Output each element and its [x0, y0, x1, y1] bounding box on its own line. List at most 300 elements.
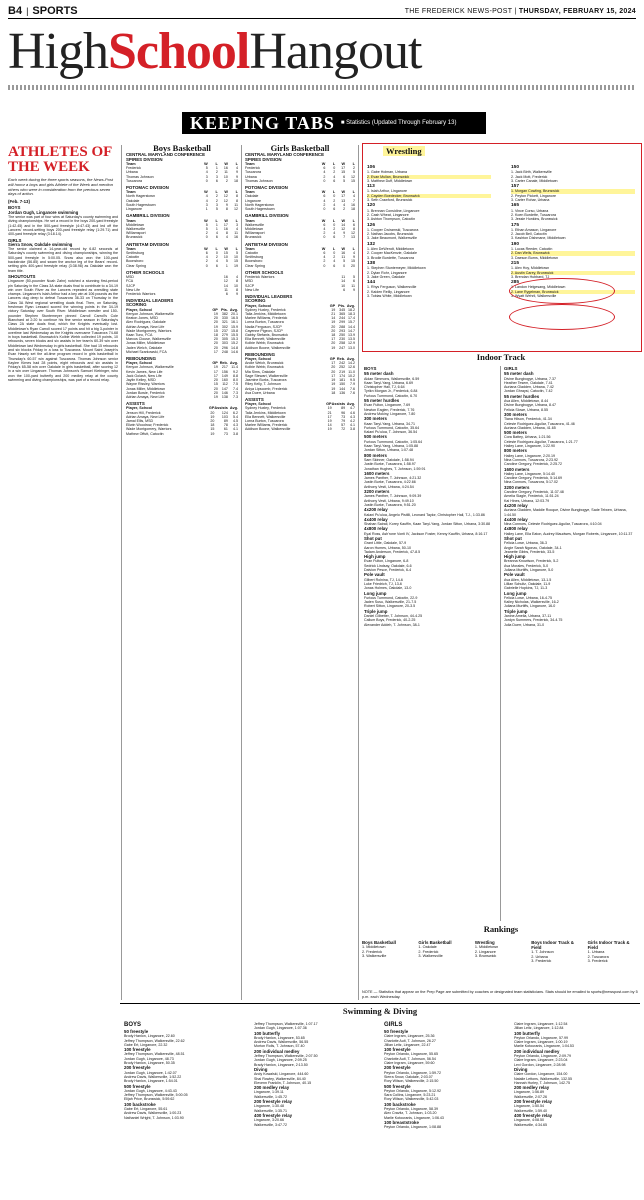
- result-entry: Sara Collins, Linganore, 5:23.21: [384, 1093, 436, 1098]
- record-value: 15: [234, 259, 238, 264]
- wrestler-entry: 1. Stephen Stuntemeyer, Middletown: [367, 266, 426, 271]
- wrestler-entry: 1. Isiah Arthur, Linganore: [367, 189, 407, 194]
- weight-class: 120: [367, 203, 376, 209]
- team-name: Tuscarora: [245, 170, 262, 175]
- result-entry: Peyton Orlando, Linganore, 57.99: [514, 1035, 568, 1040]
- wrestler-entry: 2. Koen Burdette, Tuscarora: [511, 212, 556, 217]
- result-entry: Jordan Ghraysi, Catoctin, 7.42: [504, 389, 553, 394]
- girls-label: GIRLS: [8, 237, 22, 243]
- result-entry: Jordan Sitton, Urbana, 1:07.48: [364, 448, 413, 453]
- team-name: Thomas Johnson: [126, 174, 154, 179]
- wl-header: L: [215, 190, 218, 195]
- wl-header: W: [204, 190, 208, 195]
- team-name: Middletown: [126, 222, 145, 227]
- team-name: Thomas Johnson: [245, 178, 273, 183]
- player-name: Mathew Offutt, Catoctin: [126, 431, 164, 436]
- shoutouts-label: SHOUTOUTS: [8, 273, 36, 279]
- event-title: 4x200 relay: [364, 507, 388, 513]
- record-value: 1: [205, 207, 208, 212]
- record-value: 2: [343, 207, 346, 212]
- record-value: 14: [341, 279, 346, 284]
- result-entry: Celeste Rodriguez-Aguilar, Tuscarora, 1:21.77: [504, 439, 578, 444]
- wl-header: L: [235, 246, 238, 251]
- record-value: 6: [333, 178, 336, 183]
- weight-class: 106: [367, 165, 376, 170]
- record-value: 11: [224, 170, 228, 175]
- column-rule: [241, 145, 242, 1000]
- stat-value: 19: [331, 345, 336, 350]
- result-entry: Juliana Murtiffs, Linganore, 16-0: [504, 604, 556, 609]
- result-entry: Andrew Mokiny, Linganore, 7.80: [364, 411, 416, 416]
- team-name: Middletown: [245, 226, 264, 231]
- standings-table: [126, 190, 238, 211]
- wl-header: L: [352, 161, 355, 166]
- result-entry: Gabe Ert, Linganore, 22.32: [124, 1042, 168, 1047]
- boys-scoring-table: [126, 308, 238, 354]
- record-value: 12: [351, 174, 355, 179]
- record-value: 4: [333, 174, 336, 179]
- record-value: 5: [205, 222, 208, 227]
- stat-value: 174: [339, 373, 346, 378]
- record-value: 8: [236, 194, 238, 199]
- wrestler-entry: 2. Peyton Pickett, Linganore: [511, 193, 556, 198]
- record-value: 2: [333, 226, 336, 231]
- stat-value: 18: [210, 423, 215, 428]
- record-value: 4: [323, 226, 326, 231]
- result-entry: Newton Eaglen, Frederick, 7.76: [364, 407, 415, 412]
- event-title: Pole vault: [364, 572, 385, 578]
- scoring-title: SCORING: [126, 302, 147, 308]
- record-value: 6: [215, 263, 218, 268]
- record-value: 4: [236, 275, 238, 280]
- wl-header: W: [224, 246, 228, 251]
- rankings-column: [475, 940, 527, 964]
- record-value: 9: [236, 291, 238, 296]
- team-name: Brunswick: [245, 235, 262, 240]
- result-entry: Rory Wilson, Walkersville, 5:42.03: [384, 1097, 439, 1102]
- ranking-entry: 2. Frederick: [418, 949, 439, 954]
- record-value: 11: [351, 283, 355, 288]
- wrestler-entry: 2. Kaiden Reilly, Linganore: [367, 289, 410, 294]
- record-value: 0: [205, 178, 208, 183]
- stat-value: 247: [339, 345, 346, 350]
- table-row: [245, 207, 355, 211]
- team-header: Team: [245, 161, 255, 166]
- result-entry: Gabrielle Hopkins, TJ, 11-3: [504, 586, 548, 591]
- stat-value: 293: [339, 328, 346, 333]
- wrestler-entry: 2. Cash Wheat, Linganore: [367, 212, 409, 217]
- wrestler-entry: 1. Vince Corso, Urbana: [511, 208, 549, 213]
- result-entry: Rory Wilson, Walkersville, 2:15.50: [384, 1079, 439, 1084]
- result-entry: Elijah Price, Brunswick, 5:59.62: [124, 1097, 175, 1102]
- team-header: Team: [245, 218, 255, 223]
- team-header: Team: [126, 246, 136, 251]
- stat-value: 382: [221, 311, 228, 316]
- wl-header: W: [341, 161, 346, 166]
- team-header: Team: [126, 161, 136, 166]
- issue-date: THURSDAY, FEBRUARY 15, 2024: [518, 7, 636, 15]
- record-value: 2: [215, 194, 218, 199]
- stat-value: 19: [331, 386, 336, 391]
- record-value: 8: [225, 207, 228, 212]
- wl-header: L: [235, 218, 238, 223]
- record-value: 5: [353, 275, 355, 280]
- record-value: 5: [205, 226, 208, 231]
- keeping-tabs-title: KEEPING TABS: [190, 112, 335, 133]
- wl-header: W: [321, 218, 326, 223]
- result-entry: Heather Tesem, Oakdale, 7.41: [504, 380, 553, 385]
- wrestling-left-column: [367, 164, 491, 298]
- result-entry: Claire Ingram, Linganore, 59.60: [384, 1061, 435, 1066]
- record-value: 12: [351, 231, 355, 236]
- table-row: [126, 207, 238, 211]
- result-entry: Peyton Orlando, Linganore, 1:59.72: [384, 1070, 441, 1075]
- stat-value: 13.0: [348, 345, 355, 350]
- event-title: 400 freestyle relay: [514, 1112, 553, 1118]
- wl-header: W: [341, 218, 346, 223]
- result-entry: Evan Fulton, Linganore, 6-8: [364, 559, 409, 564]
- result-entry: Justin Burke, Tuscarora, 1:58.97: [364, 462, 416, 467]
- stat-value: 89: [341, 406, 346, 411]
- girls-leaders-title: INDIVIDUAL LEADERS: [245, 293, 293, 299]
- result-entry: Andrew Davis, Walkersville, 1:00.23: [124, 1111, 182, 1116]
- record-value: 5: [343, 259, 346, 264]
- result-entry: Robert Sitton, Linganore, 20-3.5: [364, 604, 416, 609]
- wl-header: L: [352, 246, 355, 251]
- event-title: High jump: [364, 554, 386, 560]
- player-name: Lorna Burton, Tuscarora: [245, 419, 284, 424]
- girls-assists-title: ASSISTS: [245, 396, 264, 402]
- indoor-track-title: Indoor Track: [476, 352, 526, 362]
- stat-value: 219: [339, 369, 346, 374]
- record-value: 4: [215, 231, 218, 236]
- standings-table: [245, 162, 355, 183]
- player-name: Kaan Tunc, FCA: [126, 332, 153, 337]
- player-name: Kolbie Webb, Brunswick: [245, 365, 284, 370]
- record-value: 6: [215, 235, 218, 240]
- record-value: 5: [236, 251, 238, 256]
- stat-value: 258: [339, 341, 346, 346]
- player-name: Kenyon Johnson, Walkersville: [126, 311, 174, 316]
- event-title: 55 meter hurdles: [364, 398, 400, 404]
- stat-value: 15.9: [231, 324, 238, 329]
- ranking-entry: 1. Middletown: [474, 945, 499, 949]
- result-entry: Kalani Pu'uloa, T. Johnson, 36.54: [364, 430, 418, 435]
- result-entry: Walkersville, 1:45.72: [254, 1094, 288, 1099]
- team-name: Smithsburg: [245, 255, 264, 260]
- keeping-tabs-subtitle-text: Statistics (Updated Through February 13): [346, 120, 457, 126]
- wrestler-entry: 1. Lucas Reeder, Catoctin: [511, 247, 553, 252]
- leaders-header-cell: GP: [208, 406, 215, 411]
- team-name: Catoctin: [126, 255, 140, 260]
- leaders-title: INDIVIDUAL LEADERS: [126, 298, 174, 304]
- team-name: Oakdale: [126, 198, 140, 203]
- result-entry: Gabe Ert, Linganore, 55.61: [124, 1107, 168, 1112]
- stat-value: 14: [331, 316, 336, 321]
- stat-value: 14.4: [348, 324, 355, 329]
- stat-value: 124: [221, 410, 228, 415]
- stat-value: 10.2: [348, 373, 355, 378]
- table-row: [126, 432, 238, 436]
- stat-value: 279: [221, 332, 228, 337]
- stat-value: 12.6: [348, 365, 355, 370]
- result-entry: Christopher Hall, TJ, 6.64: [364, 385, 405, 390]
- team-name: Linganore: [126, 207, 142, 212]
- stat-value: 19: [213, 394, 218, 399]
- team-name: Tuscarora: [126, 178, 143, 183]
- stat-value: 96: [341, 410, 346, 415]
- stat-value: 20: [210, 419, 215, 424]
- stat-value: 13.9: [348, 332, 355, 337]
- result-entry: Auriana Gladden, Urbana, 7.42: [504, 385, 554, 390]
- record-value: 9: [343, 231, 346, 236]
- record-value: 2: [323, 231, 326, 236]
- swimming-column: [124, 1022, 248, 1120]
- result-entry: Tiana Hilson, Frederick, 41.34: [504, 417, 552, 422]
- stat-value: 20: [213, 341, 218, 346]
- stat-value: 242: [339, 361, 346, 366]
- result-entry: Walkersville, 1:59.40: [514, 1108, 548, 1113]
- record-value: 11: [224, 287, 228, 292]
- event-title: 200 freestyle relay: [514, 1099, 553, 1105]
- result-entry: Furious Tummond, Catoctin, 35.64: [364, 425, 420, 430]
- team-name: Linganore: [245, 198, 261, 203]
- result-entry: Jeffrey Thompson, Walkersville, 5:00.05: [124, 1093, 188, 1098]
- wl-header: L: [332, 190, 336, 195]
- rankings-column: [588, 940, 640, 964]
- record-value: 0: [343, 263, 346, 268]
- team-name: Brunswick: [126, 235, 143, 240]
- record-value: 8: [236, 198, 238, 203]
- weight-class: 113: [367, 184, 375, 190]
- result-entry: Divine Bungbogye, Urbana, 7.37: [504, 376, 556, 381]
- team-name: Clear Spring: [126, 263, 146, 268]
- highlight-circle: [509, 278, 615, 304]
- ranking-entry: 2. Urbana: [531, 954, 548, 959]
- stat-value: 248: [221, 349, 228, 354]
- leaders-header-cell: Player, School: [126, 361, 152, 366]
- other-schools-table: [126, 275, 238, 296]
- masthead: [8, 22, 636, 82]
- stat-value: 19: [331, 320, 336, 325]
- record-value: 9: [353, 287, 355, 292]
- rankings-heading: Girls Basketball: [418, 940, 452, 945]
- result-entry: Gilbert Rolnina, TJ, 14-6: [364, 577, 403, 582]
- weight-class: 126: [367, 222, 376, 228]
- leaders-header-cell: Avg.: [346, 357, 355, 362]
- shoutouts-text: Linganore (50-pounder Noah Zahn) notched a stunning first-period pin Saturday in the Class 3A state duals final to contribute to a 34-19 win over South River as the Lancers repeated as wrestling state champs. Linganore's Isiah Arthur had a key win at 106 pounds as the Lancers dug deep to defeat Tuscarora 36-33 on Thursday in the Class 3A West regional wrestling duals final. Then, on Saturday, freshman Ryan Lessard scored the winning points in the 34-19 victory Saturday over South River. Middletown wrestler and 150-pounder Stephen Stuntemeyer pinned Carroll Carroll's Cole Blanchard at 2:20 to continue his fine senior season in Saturday's Class 2A state duals final, which the Knights eventually lost. Middletown's Ryan Carroll scored 17 points and hit a big 3-pointer in overtime last Wednesday as the Knights overcame Tuscarora 74-68 in boys basketball. Brunswick's Kolbie Webb collected 19 points, 10 rebounds, seven blocks and six assists in her team's 60-39 win over Middletown last Wednesday in girls basketball. She had 15 rebounds and six blocks Friday in a loss to Tuscarora. Mount Saint Joseph's Evan Hasely set the all-time program record in girls basketball in Thursday's 60-57 win against Tuscarora. Thomas Johnson senior Kaylee Kimes had 28 points, eight rebounds and six assists in Friday's 65-58 win over Oakdale in girls basketball, after scoring 12 in a win over Linganore. Thomas Johnson's Samuel Kiebinger, who won the 100-yard butterfly and 200 medley relay at the county swimming and diving championships, was part of a record relay.: [8, 279, 118, 383]
- record-value: 0: [323, 178, 326, 183]
- event-title: Shot put: [364, 535, 382, 541]
- event-title: 55 meter hurdles: [504, 393, 540, 399]
- stat-value: 345: [339, 307, 346, 312]
- result-entry: Auriana Gladden, Urbana, 41.65: [504, 425, 556, 430]
- event-title: Triple jump: [504, 608, 528, 614]
- ranking-entry: 3. Walkersville: [362, 954, 387, 959]
- record-value: 6: [333, 235, 336, 240]
- team-name: Boonsboro: [245, 259, 263, 264]
- column-rule: [358, 145, 359, 1000]
- player-name: Marlee Williams, Frederick: [245, 316, 288, 321]
- record-value: 4: [236, 166, 238, 171]
- table-row: [245, 288, 355, 292]
- stat-value: 160: [221, 378, 228, 383]
- stat-value: 19: [331, 307, 336, 312]
- team-header: Team: [245, 190, 255, 195]
- wrestler-entry: 3. Jake Green, Oakdale: [367, 274, 405, 279]
- record-value: 0: [333, 194, 336, 199]
- record-value: 8: [353, 226, 355, 231]
- boys-standings: [126, 162, 238, 296]
- result-entry: Felicia Slowe, Urbana, 8.55: [504, 407, 548, 412]
- wl-header: W: [341, 246, 346, 251]
- player-name: Jamal Ellis, MSD: [126, 419, 154, 424]
- record-value: 11: [234, 231, 238, 236]
- indoor-track-boys: [364, 366, 496, 627]
- stat-value: 146: [221, 390, 228, 395]
- record-value: 7: [343, 235, 346, 240]
- stat-value: 7.6: [350, 386, 355, 391]
- stat-value: 303: [221, 341, 228, 346]
- record-value: 15: [223, 251, 228, 256]
- record-value: 4: [205, 198, 208, 203]
- result-entry: Charlotte Ault, T. Johnson, 26.27: [384, 1038, 436, 1043]
- event-title: 1600 meters: [364, 470, 390, 476]
- record-value: 12: [234, 207, 238, 212]
- event-title: 55 meter dash: [504, 371, 534, 377]
- stat-value: 302: [221, 324, 228, 329]
- record-value: 11: [234, 202, 238, 207]
- stat-value: 15.2: [231, 341, 238, 346]
- rankings-column: [362, 940, 414, 964]
- record-value: 2: [225, 178, 228, 183]
- result-entry: Kaan Taryl-Yang, Urbana, 1:05.88: [364, 444, 419, 449]
- record-value: 11: [341, 275, 346, 280]
- stat-value: 252: [339, 365, 346, 370]
- stat-value: 20: [213, 378, 218, 383]
- result-entry: Lexi Gordon, Linganore, 2:28.98: [514, 1062, 566, 1067]
- stat-value: 12.9: [348, 341, 355, 346]
- stat-value: 6.2: [233, 410, 238, 415]
- stat-value: 19: [327, 427, 332, 432]
- result-entry: Brody Hanlon, Linganore, 22.60: [124, 1034, 175, 1039]
- result-entry: Jordan Gugh, Linganore, 1:42.07: [124, 1070, 177, 1075]
- wrestler-entry: 2. Dan Wells, Brunswick: [511, 251, 635, 255]
- record-value: 4: [205, 255, 208, 260]
- event-title: 100 backstroke: [124, 1101, 156, 1107]
- table-row: [245, 179, 355, 183]
- result-entry: Peyton Orlando, Linganore, 1:08.88: [384, 1125, 441, 1130]
- masthead-title: [8, 22, 636, 82]
- girls-rebounding-table: [245, 357, 355, 395]
- stat-value: 61: [223, 427, 228, 432]
- stat-value: 19: [331, 382, 336, 387]
- event-title: 100 breaststroke: [384, 1119, 419, 1125]
- indoor-girls-label: GIRLS: [504, 366, 518, 371]
- team-name: SJCP: [245, 283, 255, 288]
- stat-value: 112: [222, 382, 228, 387]
- stat-value: 17.4: [348, 316, 355, 321]
- result-entry: Jordan Gugh, Linganore, 2:09.25: [254, 1058, 307, 1063]
- record-value: 17: [341, 166, 346, 171]
- division-title: GAMBRILL DIVISION: [126, 213, 170, 219]
- result-entry: Jeffrey Thompson, Walkersville, 2:07.50: [254, 1054, 318, 1059]
- wrestler-entry: 1. Alex DeWendt, Middletown: [367, 247, 414, 252]
- table-row: [126, 264, 238, 268]
- table-row: [126, 179, 238, 183]
- record-value: 10: [223, 174, 228, 179]
- record-value: 6: [323, 251, 326, 256]
- stat-value: 17: [213, 349, 218, 354]
- result-entry: Claire Ingram, Linganore, 25.36: [384, 1034, 435, 1039]
- record-value: 0: [205, 263, 208, 268]
- table-row: [126, 292, 238, 296]
- boys-rebounding-table: [126, 361, 238, 399]
- wrestler-entry: 3. Jake Beaumont, Walkersville: [367, 236, 417, 241]
- stat-value: 7.3: [233, 394, 238, 399]
- stat-value: 57: [341, 423, 346, 428]
- indoor-girls-events: [504, 372, 636, 627]
- record-value: 6: [353, 222, 355, 227]
- result-entry: Brody Hanlon, Linganore, 50.35: [124, 1061, 175, 1066]
- result-entry: Claire Ingram, Linganore, 2:23.04: [514, 1058, 568, 1063]
- result-entry: Sam Skinner, Oakdale, 1:58.94: [364, 457, 414, 462]
- result-entry: Jordan Gugh, Linganore, 48.73: [124, 1056, 174, 1061]
- division-title: ANTIETAM DIVISION: [126, 241, 169, 247]
- record-value: 10: [223, 255, 228, 260]
- wl-header: L: [235, 190, 238, 195]
- stat-value: 4.3: [233, 423, 238, 428]
- result-entry: Peyton Orlando, Linganore, 55.65: [384, 1052, 438, 1057]
- result-entry: Furious Tummond, Catoctin, 22-9: [364, 595, 418, 600]
- player-name: Adrian Amaya, New Life: [126, 414, 165, 419]
- stat-value: 9.2: [233, 369, 238, 374]
- rankings-column: [531, 940, 583, 964]
- girls-basketball-column: [245, 145, 355, 432]
- result-entry: Alexander Addeh, T. Johnson, 38-1: [364, 622, 420, 627]
- ranking-entry: 1. T. Johnson: [531, 950, 554, 954]
- player-name: Addison Boone, Walkersville: [245, 345, 291, 350]
- keeping-tabs-subtitle: ■ Statistics (Updated Through February 13): [340, 120, 457, 126]
- result-entry: Linganore, 1:50.54: [514, 1104, 544, 1109]
- result-entry: Linganore, 1:39.11: [254, 1090, 284, 1095]
- leaders-header-cell: Reb.: [336, 357, 346, 362]
- player-name: Michael Szarkowski, FCA: [126, 349, 167, 354]
- stat-value: 7.5: [233, 382, 238, 387]
- record-value: 14: [341, 222, 346, 227]
- record-value: 9: [236, 174, 238, 179]
- player-name: Kenyon Johnson, Walkersville: [126, 365, 174, 370]
- event-title: 800 meters: [364, 452, 387, 458]
- division-title: ANTIETAM DIVISION: [245, 241, 288, 247]
- stat-value: 79: [341, 419, 346, 424]
- result-entry: James Panther, T. Johnson, 9:09.39: [364, 494, 422, 499]
- result-entry: Linganore, 1:56.89: [514, 1090, 544, 1095]
- wl-header: L: [332, 218, 336, 223]
- record-value: 12: [223, 194, 228, 199]
- record-value: 2: [353, 166, 355, 171]
- record-value: 6: [225, 291, 228, 296]
- record-value: 4: [353, 251, 355, 256]
- leaders-header-cell: GP: [212, 307, 218, 312]
- masthead-part-2: School: [108, 23, 250, 80]
- stat-value: 14.7: [348, 328, 355, 333]
- record-value: 0: [323, 263, 326, 268]
- wrestler-entry: 2. Nathan Jacobs, Brunswick: [367, 232, 414, 237]
- result-entry: Hailey Lane, Ella Eaton, Audrey Maudwes, Morgan Roberts, Linganore, 10:11.37: [504, 531, 633, 536]
- girls-conference-title: CENTRAL MARYLAND CONFERENCE: [245, 152, 325, 158]
- girls-assists-table: [245, 402, 355, 431]
